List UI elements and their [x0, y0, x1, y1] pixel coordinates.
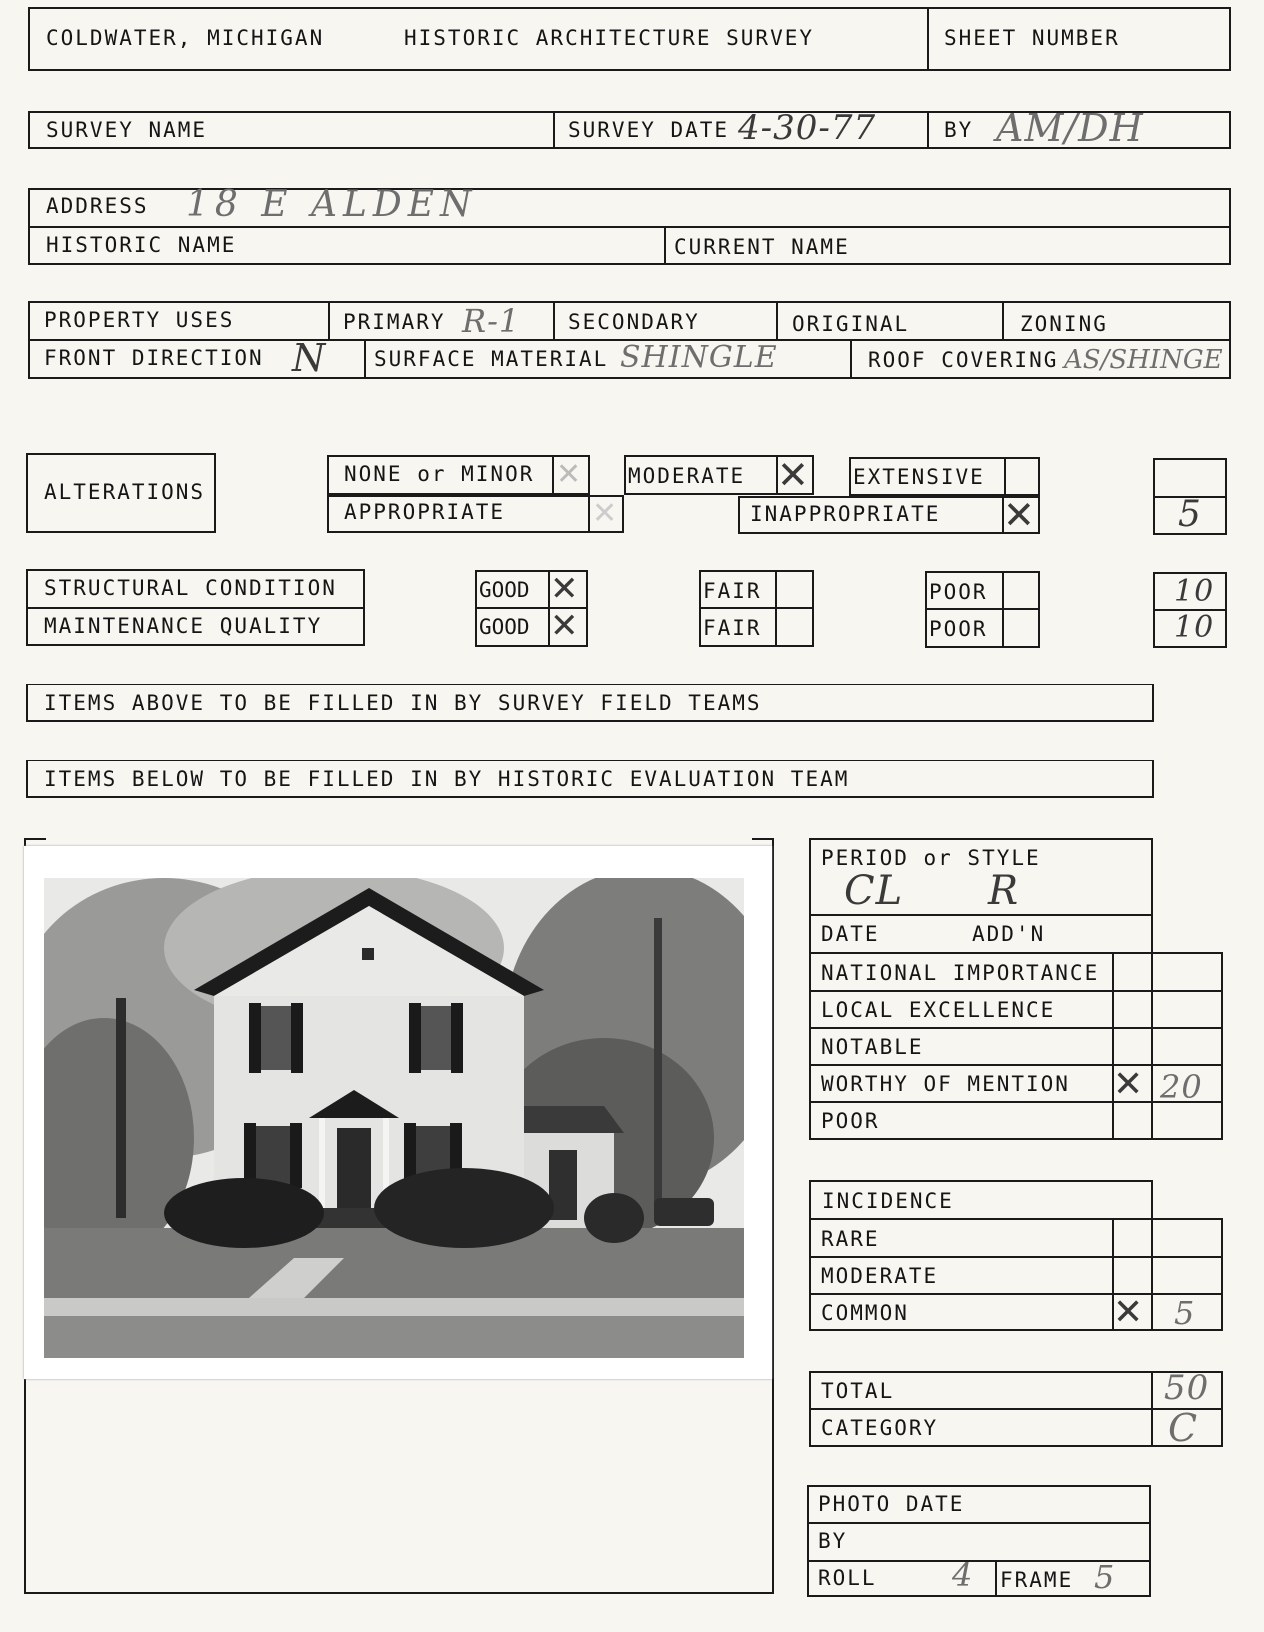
original-label: ORIGINAL — [792, 312, 910, 336]
property-col-2 — [553, 301, 555, 339]
none-minor-label: NONE or MINOR — [344, 462, 535, 486]
form-title: HISTORIC ARCHITECTURE SURVEY — [404, 26, 815, 50]
national-importance-label: NATIONAL IMPORTANCE — [821, 961, 1100, 985]
none-minor-check[interactable]: ✕ — [556, 457, 582, 492]
frame-value[interactable]: 5 — [1094, 1558, 1116, 1596]
structural-good-check[interactable]: ✕ — [550, 569, 579, 609]
importance-row-3 — [809, 1064, 1223, 1066]
category-value[interactable]: C — [1168, 1406, 1199, 1450]
worthy-score[interactable]: 20 — [1160, 1068, 1203, 1106]
poor-divider-v — [1002, 571, 1004, 648]
city-label: COLDWATER, MICHIGAN — [46, 26, 325, 50]
maintenance-poor-label: POOR — [929, 617, 988, 641]
structural-score[interactable]: 10 — [1174, 574, 1215, 609]
importance-col-2 — [1151, 952, 1153, 1140]
maintenance-fair-label: FAIR — [703, 616, 762, 640]
name-divider — [664, 226, 666, 265]
period-divider — [809, 914, 1153, 916]
totals-divider — [809, 1408, 1223, 1410]
worthy-of-mention-label: WORTHY OF MENTION — [821, 1072, 1070, 1096]
none-minor-divider — [552, 455, 554, 495]
maintenance-quality-label: MAINTENANCE QUALITY — [44, 614, 323, 638]
sheet-number-label: SHEET NUMBER — [944, 26, 1120, 50]
address-divider — [28, 226, 1231, 228]
common-check[interactable]: ✕ — [1113, 1292, 1144, 1333]
zoning-label: ZONING — [1020, 312, 1108, 336]
front-direction-value[interactable]: N — [292, 336, 327, 380]
survey-date-label: SURVEY DATE — [568, 118, 730, 142]
moderate-label: MODERATE — [628, 464, 746, 488]
house-photo-image — [44, 878, 744, 1358]
frame-label: FRAME — [1000, 1568, 1074, 1592]
roll-label: ROLL — [818, 1566, 877, 1590]
roof-covering-label: ROOF COVERING — [868, 348, 1059, 372]
local-excellence-label: LOCAL EXCELLENCE — [821, 998, 1056, 1022]
house-photograph — [24, 846, 772, 1379]
period-value-1[interactable]: CL — [844, 868, 904, 914]
photo-info-col — [995, 1560, 997, 1597]
maintenance-score[interactable]: 10 — [1174, 610, 1215, 645]
incidence-row-1 — [809, 1256, 1223, 1258]
front-direction-label: FRONT DIRECTION — [44, 346, 264, 370]
worthy-check[interactable]: ✕ — [1113, 1064, 1144, 1105]
maintenance-good-check[interactable]: ✕ — [550, 606, 579, 646]
period-value-2[interactable]: R — [988, 868, 1020, 914]
fair-divider-v — [775, 570, 777, 647]
below-note: ITEMS BELOW TO BE FILLED IN BY HISTORIC EVALUATION TEAM — [44, 767, 850, 791]
condition-label-divider — [26, 607, 365, 609]
period-label: PERIOD or STYLE — [821, 846, 1041, 870]
importance-row-1 — [809, 990, 1223, 992]
roll-value[interactable]: 4 — [952, 1556, 974, 1594]
address-label: ADDRESS — [46, 194, 149, 218]
incidence-label: INCIDENCE — [822, 1189, 954, 1213]
property-col-5 — [364, 339, 366, 379]
common-label: COMMON — [821, 1301, 909, 1325]
structural-condition-label: STRUCTURAL CONDITION — [44, 576, 337, 600]
survey-divider-1 — [553, 111, 555, 149]
address-value[interactable]: 18 E ALDEN — [186, 184, 478, 225]
surface-material-value[interactable]: SHINGLE — [620, 340, 778, 375]
above-note: ITEMS ABOVE TO BE FILLED IN BY SURVEY FIELD TEAMS — [44, 691, 762, 715]
incidence-moderate-label: MODERATE — [821, 1264, 939, 1288]
primary-value[interactable]: R-1 — [462, 302, 521, 340]
photo-frame-top-left — [24, 838, 46, 840]
photo-frame-top-right — [752, 838, 774, 840]
alterations-label: ALTERATIONS — [44, 480, 206, 504]
structural-poor-label: POOR — [929, 580, 988, 604]
importance-col-1 — [1112, 952, 1114, 1140]
property-uses-label: PROPERTY USES — [44, 308, 235, 332]
incidence-col-2 — [1151, 1218, 1153, 1331]
extensive-label: EXTENSIVE — [853, 465, 985, 489]
structural-fair-label: FAIR — [703, 579, 762, 603]
current-name-label: CURRENT NAME — [674, 235, 850, 259]
total-value[interactable]: 50 — [1164, 1368, 1210, 1408]
alterations-score[interactable]: 5 — [1178, 494, 1202, 535]
roof-covering-value[interactable]: AS/SHINGE — [1064, 345, 1223, 375]
header-divider — [927, 7, 929, 71]
primary-label: PRIMARY — [343, 310, 446, 334]
importance-row-2 — [809, 1027, 1223, 1029]
moderate-check[interactable]: ✕ — [777, 453, 809, 497]
surface-material-label: SURFACE MATERIAL — [374, 347, 609, 371]
inappropriate-label: INAPPROPRIATE — [750, 502, 941, 526]
fair-divider-h — [699, 607, 814, 609]
photo-date-label: PHOTO DATE — [818, 1492, 965, 1516]
appropriate-label: APPROPRIATE — [344, 500, 506, 524]
total-label: TOTAL — [821, 1379, 895, 1403]
survey-by-value[interactable]: AM/DH — [996, 106, 1144, 150]
secondary-label: SECONDARY — [568, 310, 700, 334]
photo-info-row-1 — [807, 1522, 1151, 1524]
property-col-3 — [776, 301, 778, 339]
structural-good-label: GOOD — [479, 578, 530, 602]
survey-name-label: SURVEY NAME — [46, 118, 208, 142]
maintenance-good-label: GOOD — [479, 615, 530, 639]
inappropriate-check[interactable]: ✕ — [1003, 493, 1035, 537]
photo-by-label: BY — [818, 1529, 848, 1553]
property-col-6 — [850, 339, 852, 379]
eval-poor-label: POOR — [821, 1109, 880, 1133]
totals-col — [1151, 1371, 1153, 1447]
poor-divider-h — [925, 608, 1040, 610]
notable-label: NOTABLE — [821, 1035, 924, 1059]
incidence-row-2 — [809, 1293, 1223, 1295]
appropriate-check[interactable]: ✕ — [592, 496, 618, 531]
extensive-divider — [1004, 457, 1006, 496]
historic-name-label: HISTORIC NAME — [46, 233, 237, 257]
survey-divider-2 — [927, 111, 929, 149]
eval-addn-label: ADD'N — [972, 922, 1046, 946]
survey-by-label: BY — [944, 118, 974, 142]
appropriate-divider — [588, 495, 590, 533]
property-col-1 — [328, 301, 330, 339]
category-label: CATEGORY — [821, 1416, 939, 1440]
common-score[interactable]: 5 — [1174, 1294, 1196, 1332]
rare-label: RARE — [821, 1227, 880, 1251]
eval-date-label: DATE — [821, 922, 880, 946]
survey-date-value[interactable]: 4-30-77 — [738, 108, 877, 148]
property-col-4 — [1002, 301, 1004, 339]
